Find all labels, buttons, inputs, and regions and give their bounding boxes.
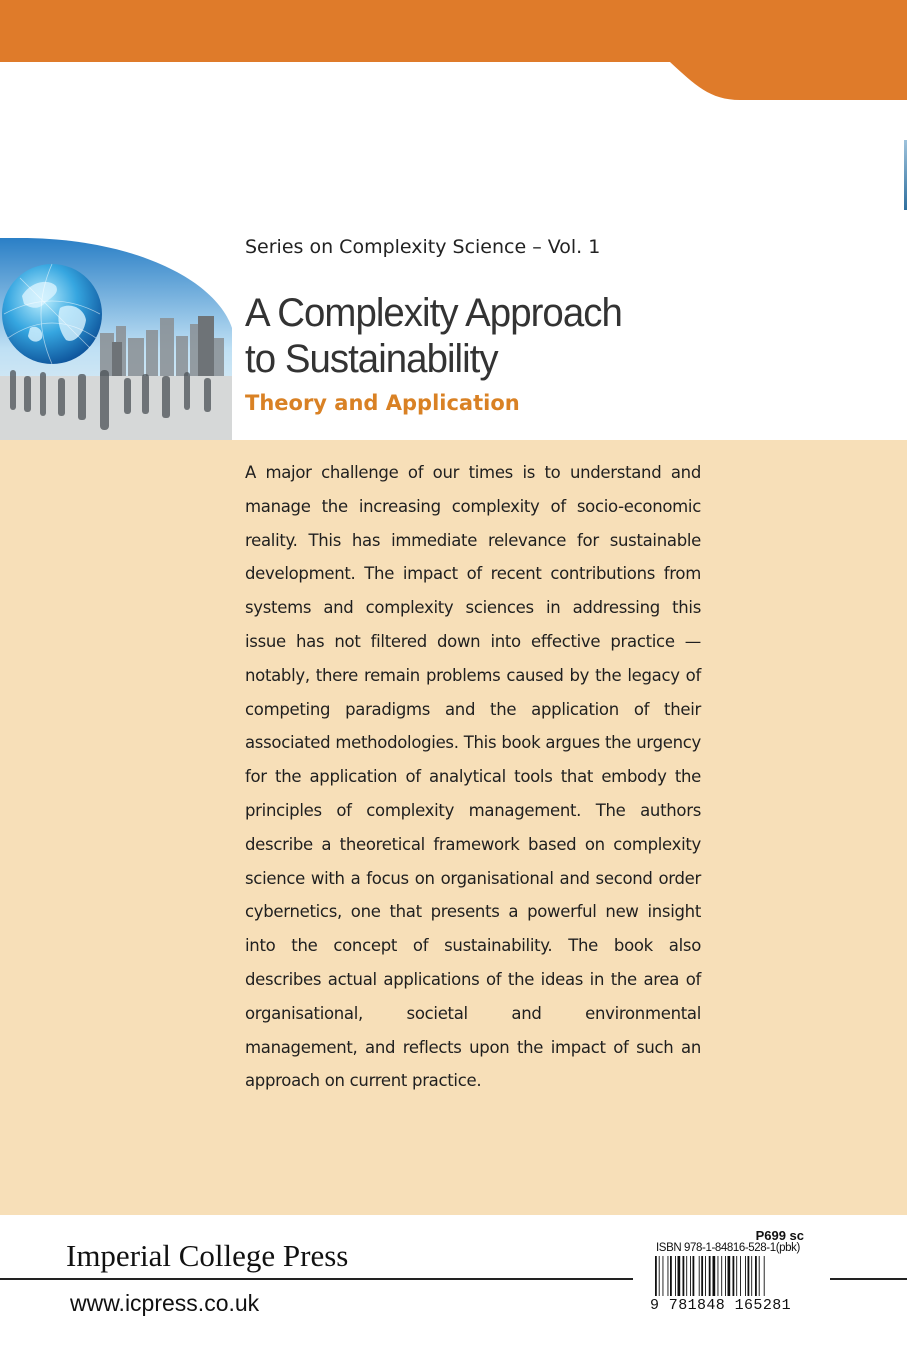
series-label: Series on Complexity Science – Vol. 1 (245, 236, 601, 258)
book-title: A Complexity Approach to Sustainability (245, 291, 622, 381)
book-description: A major challenge of our times is to understand and manage the increasing complexity of socio-economic reality. This has immediate relevance for sustainable development. The impact of recent contributions from systems and complexity sciences in addressing this issue has not filtered down into effective practice — notably, there remain problems caused by the legacy of competing paradigms and the application of their associated methodologies. This book argues the urgency for the application of analytical tools that embody the principles of complexity management. The authors describe a theoretical framework based on complexity science with a focus on organisational and second order cybernetics, one that presents a powerful new insight into the concept of sustainability. The book also describes actual applications of the ideas in the area of organisational, societal and environmental management, and reflects upon the impact of such an approach on current practice. (245, 463, 701, 1091)
barcode-bar (755, 1256, 757, 1296)
barcode-bar (659, 1256, 660, 1296)
barcode-bar (721, 1256, 722, 1296)
barcode-bar (745, 1256, 746, 1296)
barcode-digits: 9 781848 165281 (650, 1297, 792, 1314)
barcode-bar (683, 1256, 685, 1296)
price-code: P699 sc (755, 1228, 804, 1243)
publisher-website: www.icpress.co.uk (70, 1290, 260, 1316)
barcode-bar (670, 1256, 672, 1296)
barcode-bar (713, 1256, 716, 1296)
barcode-bar (701, 1256, 703, 1296)
barcode-bar (699, 1256, 700, 1296)
barcode-bar (655, 1256, 657, 1296)
divider-rule-left (0, 1278, 633, 1280)
barcode-bar (740, 1256, 741, 1296)
barcode-bar (709, 1256, 711, 1296)
globe-icon (2, 264, 102, 364)
barcode-bar (678, 1256, 681, 1296)
globe-city-illustration (0, 238, 232, 440)
divider-rule-right (830, 1278, 907, 1280)
barcode-bar (759, 1256, 760, 1296)
isbn-label: ISBN 978-1-84816-528-1(pbk) (656, 1242, 800, 1254)
barcode-bar (675, 1256, 676, 1296)
barcode-bar (728, 1256, 731, 1296)
barcode-bar (736, 1256, 737, 1296)
barcode-icon (653, 1256, 805, 1298)
barcode-bar (718, 1256, 719, 1296)
barcode-bar (748, 1256, 750, 1296)
book-subtitle: Theory and Application (245, 391, 520, 415)
barcode-bar (693, 1256, 695, 1296)
barcode-bar (705, 1256, 706, 1296)
barcode-bar (764, 1256, 765, 1296)
barcode-bar (690, 1256, 691, 1296)
publisher-name: Imperial College Press (66, 1238, 349, 1273)
barcode-bar (751, 1256, 752, 1296)
barcode-bar (725, 1256, 726, 1296)
barcode-bar (733, 1256, 735, 1296)
top-orange-band (0, 0, 907, 105)
barcode-bar (663, 1256, 664, 1296)
barcode-bar (686, 1256, 687, 1296)
barcode-bar (668, 1256, 669, 1296)
